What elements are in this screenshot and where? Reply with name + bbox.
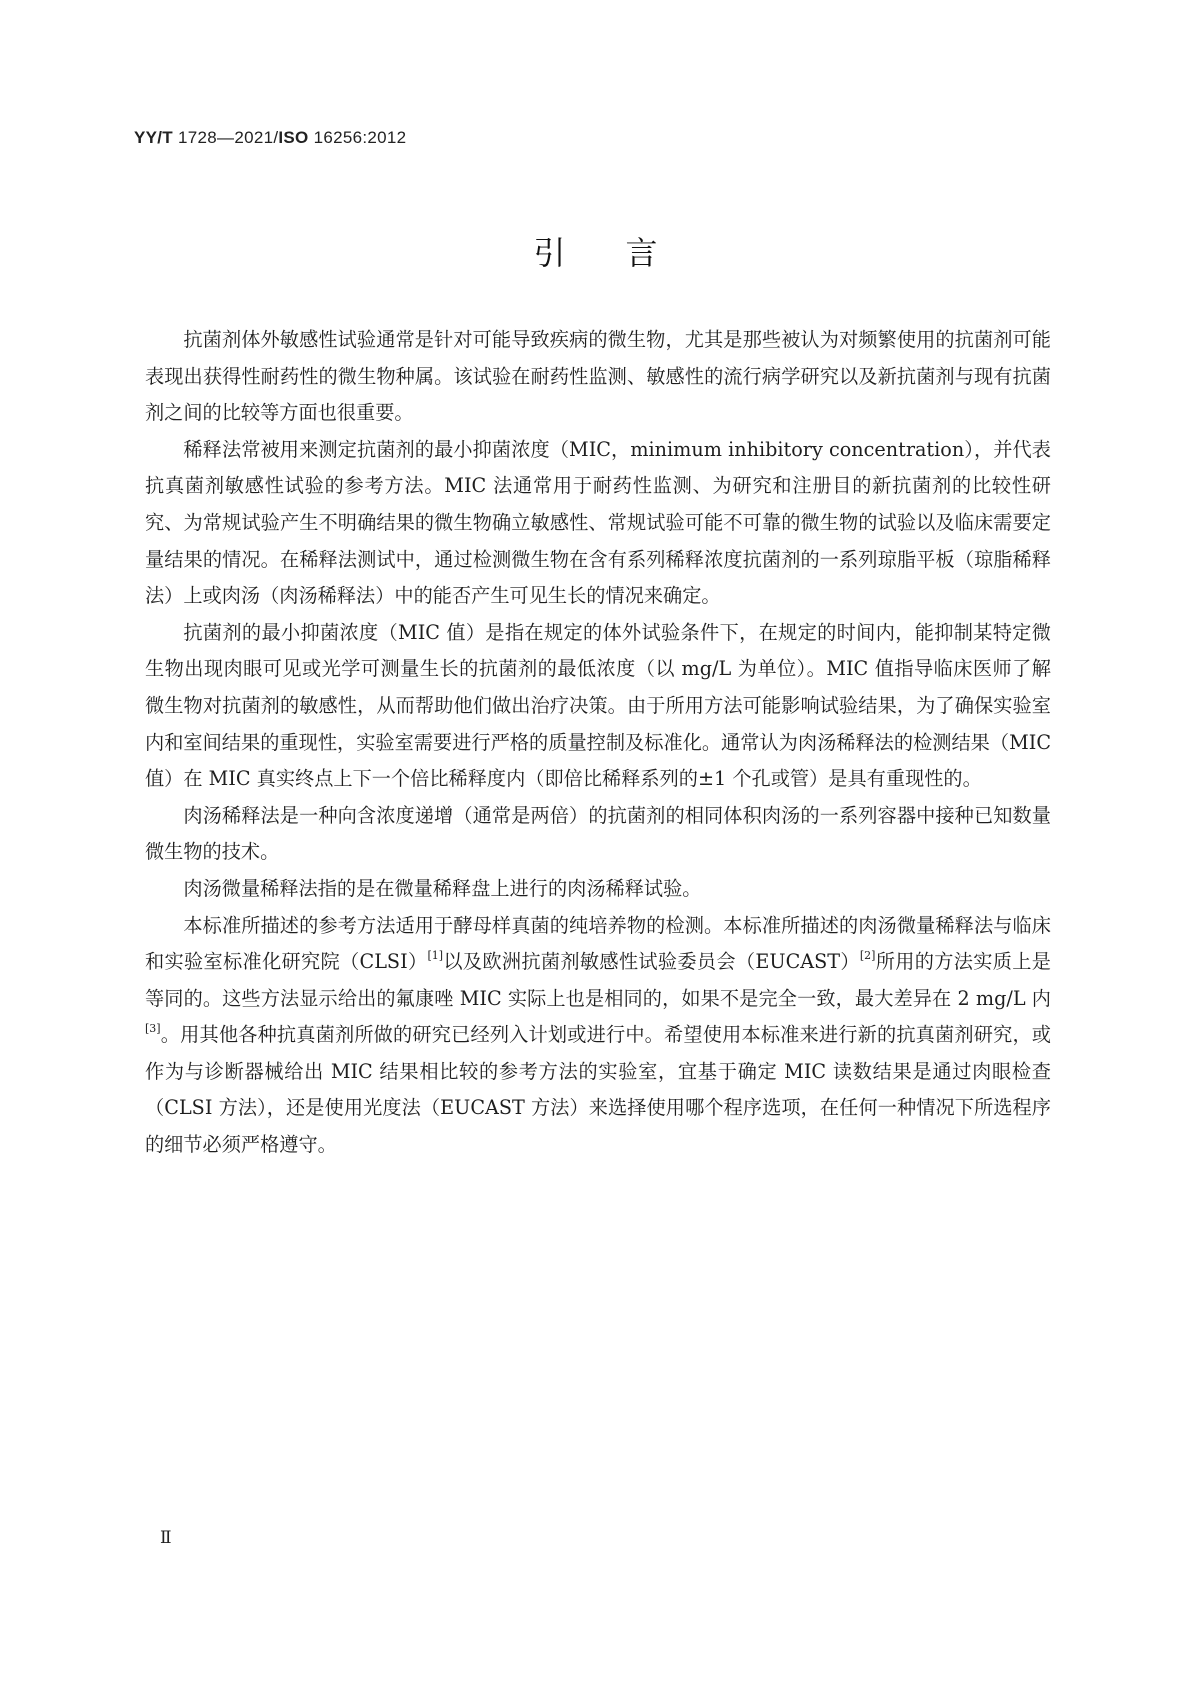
paragraph-6-part-c: 所用的方法实质上是等同的。这些方法显示给出的氟康唑 MIC 实际上也是相同的，如果不是完全一致，最大差异在 2 mg/L 内 xyxy=(145,950,1051,1010)
reference-2: [2] xyxy=(859,949,876,963)
code-prefix: YY/T xyxy=(134,128,173,147)
paragraph-5: 肉汤微量稀释法指的是在微量稀释盘上进行的肉汤稀释试验。 xyxy=(183,876,702,900)
paragraph-6-part-d: 。用其他各种抗真菌剂所做的研究已经列入计划或进行中。希望使用本标准来进行新的抗真菌剂研究，或作为与诊断器械给出 MIC 结果相比较的参考方法的实验室，宜基于确定 MIC 读数结果是通过肉眼检查（CLSI 方法），还是使用光度法（EUCAST 方法）来选择使用哪个程序选项，在任何一种情况下所选程序的细节必须严格遵守。 xyxy=(145,1023,1051,1157)
reference-3: [3] xyxy=(145,1022,161,1036)
page-number: Ⅱ xyxy=(160,1528,172,1548)
paragraph-4: 肉汤稀释法是一种向含浓度递增（通常是两倍）的抗菌剂的相同体积肉汤的一系列容器中接种已知数量微生物的技术。 xyxy=(145,803,1051,864)
code-iso-number: 16256:2012 xyxy=(308,128,407,147)
reference-1: [1] xyxy=(427,949,444,963)
page-title: 引言 xyxy=(533,234,718,272)
introduction-body xyxy=(145,322,1051,1164)
paragraph-6-part-a: 本标准所描述的参考方法适用于酵母样真菌的纯培养物的检测。本标准所描述的肉汤微量稀释法与临床和实验室标准化研究院（CLSI） xyxy=(145,913,1051,974)
document-code xyxy=(134,128,406,148)
paragraph-6 xyxy=(145,908,1051,1164)
paragraph-1: 抗菌剂体外敏感性试验通常是针对可能导致疾病的微生物，尤其是那些被认为对频繁使用的抗菌剂可能表现出获得性耐药性的微生物种属。该试验在耐药性监测、敏感性的流行病学研究以及新抗菌剂与现有抗菌剂之间的比较等方面也很重要。 xyxy=(145,328,1051,425)
paragraph-2: 稀释法常被用来测定抗菌剂的最小抑菌浓度（MIC，minimum inhibitory concentration），并代表抗真菌剂敏感性试验的参考方法。MIC 法通常用于耐药性监测、为研究和注册目的新抗菌剂的比较性研究、为常规试验产生不明确结果的微生物确立敏感性、常规试验可能不可靠的微生物的试验以及临床需要定量结果的情况。在稀释法测试中，通过检测微生物在含有系列稀释浓度抗菌剂的一系列琼脂平板（琼脂稀释法）上或肉汤（肉汤稀释法）中的能否产生可见生长的情况来确定。 xyxy=(145,437,1051,608)
code-iso: ISO xyxy=(278,128,309,147)
code-number: 1728—2021/ xyxy=(173,128,279,147)
paragraph-6-part-b: 以及欧洲抗菌剂敏感性试验委员会（EUCAST） xyxy=(443,950,860,974)
paragraph-3: 抗菌剂的最小抑菌浓度（MIC 值）是指在规定的体外试验条件下，在规定的时间内，能抑制某特定微生物出现肉眼可见或光学可测量生长的抗菌剂的最低浓度（以 mg/L 为单位）。MIC 值指导临床医师了解微生物对抗菌剂的敏感性，从而帮助他们做出治疗决策。由于所用方法可能影响试验结果，为了确保实验室内和室间结果的重现性，实验室需要进行严格的质量控制及标准化。通常认为肉汤稀释法的检测结果（MIC 值）在 MIC 真实终点上下一个倍比稀释度内（即倍比稀释系列的±1 个孔或管）是具有重现性的。 xyxy=(145,620,1051,791)
